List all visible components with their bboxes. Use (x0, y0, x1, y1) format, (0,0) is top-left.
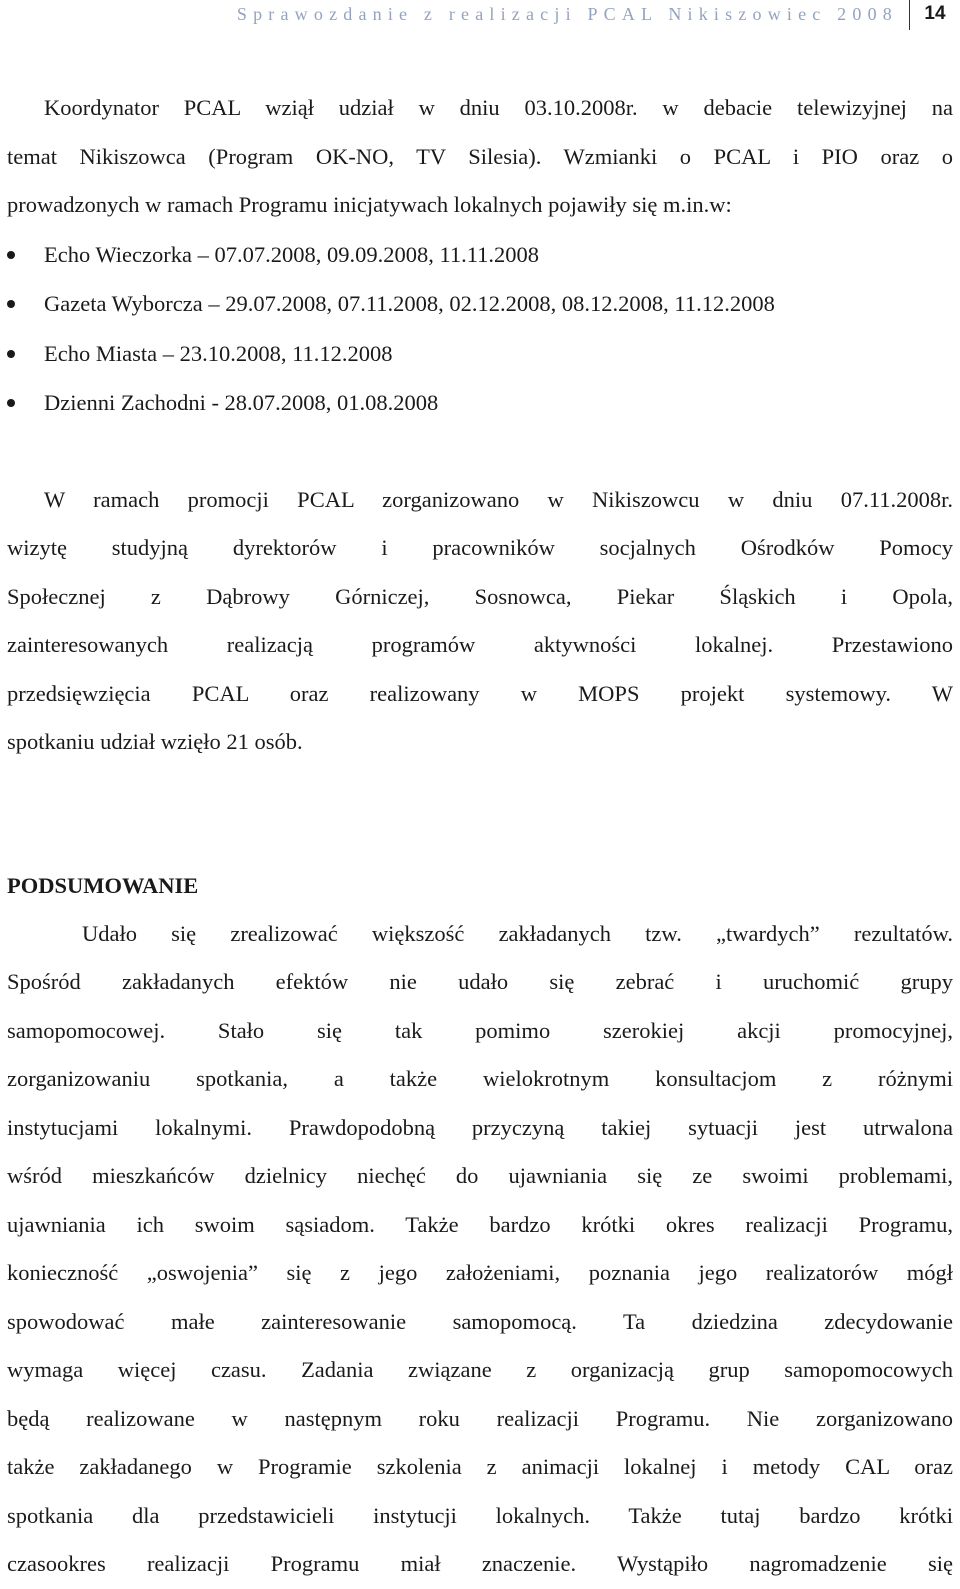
list-item-text: Echo Wieczorka – 07.07.2008, 09.09.2008, 11.11.2008 (44, 241, 540, 267)
summary-line-4: zorganizowaniu spotkania, a także wielokrotnym konsultacjom z różnymi (7, 1066, 953, 1091)
bullet-icon (7, 399, 15, 407)
list-item-text: Dzienni Zachodni - 28.07.2008, 01.08.2008 (44, 390, 439, 415)
bullet-icon (7, 300, 15, 308)
promo-line-3: Społecznej z Dąbrowy Górniczej, Sosnowca, Piekar Śląskich i Opola, (7, 583, 953, 609)
promo-line-5: przedsięwzięcia PCAL oraz realizowany w MOPS projekt systemowy. W (7, 680, 953, 706)
intro-line-3: prowadzonych w ramach Programu inicjatywach lokalnych pojawiły się m.in.w: (7, 192, 732, 217)
bullet-icon (7, 251, 15, 259)
summary-line-11: będą realizowane w następnym roku realizacji Programu. Nie zorganizowano (7, 1405, 953, 1431)
promo-line-4: zainteresowanych realizacją programów aktywności lokalnej. Przestawiono (7, 632, 953, 657)
media-list (7, 230, 953, 428)
summary-line-7: ujawniania ich swoim sąsiadom. Także bardzo krótki okres realizacji Programu, (7, 1211, 953, 1237)
summary-line-8: konieczność „oswojenia” się z jego założeniami, poznania jego realizatorów mógł (7, 1260, 953, 1285)
promo-line-2: wizytę studyjną dyrektorów i pracowników socjalnych Ośrodków Pomocy (7, 535, 953, 560)
list-item (7, 378, 953, 428)
summary-line-10: wymaga więcej czasu. Zadania związane z organizacją grup samopomocowych (7, 1357, 953, 1382)
summary-line-12: także zakładanego w Programie szkolenia z animacji lokalnej i metody CAL oraz (7, 1454, 953, 1479)
promo-line-1: W ramach promocji PCAL zorganizowano w Nikiszowcu w dniu 07.11.2008r. (44, 486, 953, 512)
summary-line-1: Udało się zrealizować większość zakładanych tzw. „twardych” rezultatów. (82, 920, 953, 946)
list-item (7, 279, 953, 329)
intro-line-2: temat Nikiszowca (Program OK-NO, TV Silesia). Wzmianki o PCAL i PIO oraz o (7, 143, 953, 169)
summary-line-3: samopomocowej. Stało się tak pomimo szerokiej akcji promocyjnej, (7, 1017, 953, 1043)
document-title: Sprawozdanie z realizacji PCAL Nikiszowiec 2008 (236, 4, 898, 24)
summary-line-6: wśród mieszkańców dzielnicy niechęć do ujawniania się ze swoimi problemami, (7, 1163, 953, 1188)
summary-line-5: instytucjami lokalnymi. Prawdopodobną przyczyną takiej sytuacji jest utrwalona (7, 1114, 953, 1140)
summary-line-14: czasookres realizacji Programu miał znaczenie. Wystąpiło nagromadzenie się (7, 1551, 953, 1576)
document-body (7, 84, 953, 1589)
list-item-text: Echo Miasta – 23.10.2008, 11.12.2008 (44, 340, 393, 366)
section-heading: PODSUMOWANIE (7, 872, 199, 898)
page-header (0, 0, 960, 34)
intro-line-1: Koordynator PCAL wziął udział w dniu 03.10.2008r. w debacie telewizyjnej na (44, 95, 953, 120)
page-number: 14 (909, 0, 960, 30)
list-item (7, 329, 953, 379)
summary-line-13: spotkania dla przedstawicieli instytucji lokalnych. Także tutaj bardzo krótki (7, 1502, 953, 1528)
promo-line-6: spotkaniu udział wzięło 21 osób. (7, 729, 303, 754)
list-item-text: Gazeta Wyborcza – 29.07.2008, 07.11.2008, 02.12.2008, 08.12.2008, 11.12.2008 (44, 291, 775, 316)
list-item (7, 230, 953, 280)
summary-line-2: Spośród zakładanych efektów nie udało się zebrać i uruchomić grupy (7, 969, 953, 994)
summary-line-9: spowodować małe zainteresowanie samopomocą. Ta dziedzina zdecydowanie (7, 1308, 953, 1334)
bullet-icon (7, 350, 15, 358)
